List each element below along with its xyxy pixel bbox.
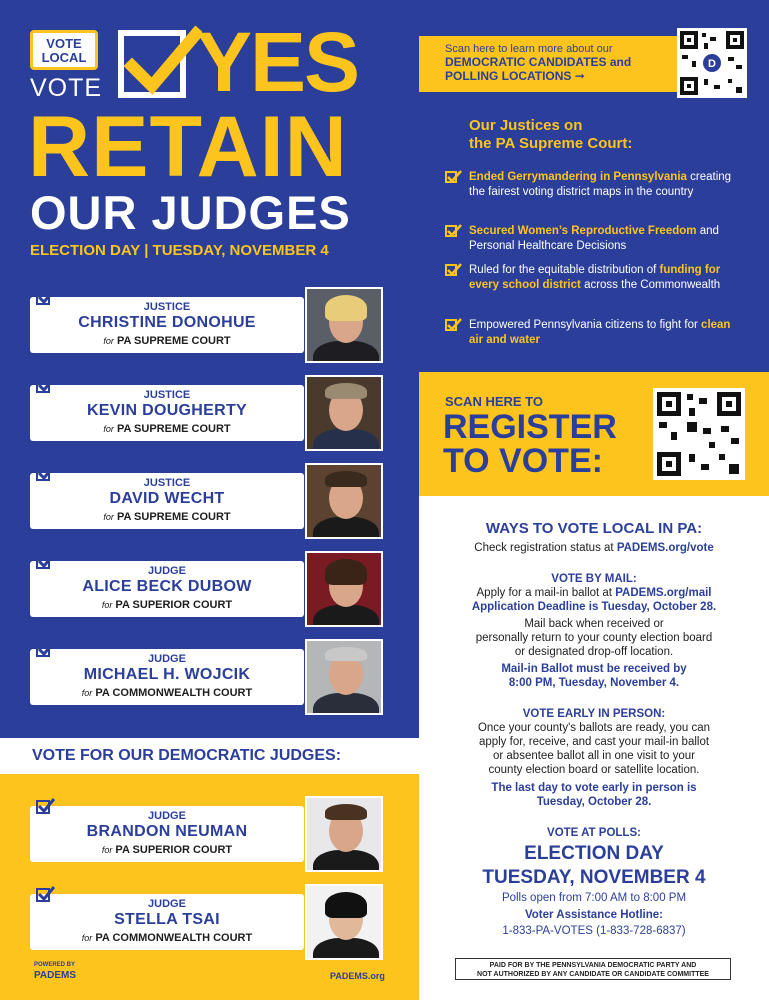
candidate-photo <box>305 796 383 872</box>
justices-panel <box>419 0 769 372</box>
candidate-title: JUDGE <box>148 653 186 665</box>
disclaimer-line1: PAID FOR BY THE PENNSYLVANIA DEMOCRATIC PARTY AND <box>489 962 697 969</box>
justices-heading-line1: Our Justices on <box>469 117 583 134</box>
achievement-highlight: funding for every school district <box>469 264 721 291</box>
candidate-photo <box>305 375 383 451</box>
svg-text:D: D <box>708 58 716 70</box>
early-1: Once your county's ballots are ready, you can <box>477 722 711 734</box>
ways-heading: WAYS TO VOTE LOCAL IN PA: <box>485 520 703 537</box>
candidate-name: KEVIN DOUGHERTY <box>86 402 248 419</box>
candidate-card <box>30 884 390 954</box>
mail-back-1: Mail back when received or <box>524 618 664 630</box>
polls-hours: Polls open from 7:00 AM to 8:00 PM <box>501 892 687 904</box>
candidate-court: for PA SUPREME COURT <box>103 423 231 435</box>
candidate-name: STELLA TSAI <box>114 911 220 928</box>
candidate-court: for PA SUPREME COURT <box>103 511 231 523</box>
candidate-court: for PA SUPREME COURT <box>103 335 231 347</box>
padems-url: PADEMS.org <box>330 971 385 981</box>
achievement-text: across the Commonwealth <box>584 278 721 291</box>
scan-learn-line2: DEMOCRATIC CANDIDATES and <box>445 55 632 69</box>
scan-learn-box <box>419 36 677 92</box>
candidate-card <box>30 796 390 866</box>
candidate-photo <box>305 463 383 539</box>
achievement-highlight: Ended Gerrymandering in Pennsylvania <box>469 171 687 183</box>
achievement-item <box>445 170 745 199</box>
qr-code-icon[interactable] <box>677 28 747 98</box>
mail-apply-text: Apply for a mail-in ballot at <box>476 587 613 599</box>
achievement-item <box>445 224 745 253</box>
check-text: Check registration status at <box>474 542 614 554</box>
candidate-photo <box>305 551 383 627</box>
checkbox-icon <box>445 264 457 276</box>
achievement-text: creating the fairest voting district maps in the country <box>469 171 732 198</box>
mail-received-1: Mail-in Ballot must be received by <box>501 663 687 675</box>
early-2: apply for, receive, and cast your mail-in ballot <box>478 736 710 748</box>
mail-back-2: personally return to your county election board <box>475 632 713 644</box>
early-heading: VOTE EARLY IN PERSON: <box>522 708 666 720</box>
mail-heading: VOTE BY MAIL: <box>551 573 637 585</box>
candidate-title: JUSTICE <box>143 301 191 313</box>
right-column <box>419 0 769 1000</box>
achievement-highlight: clean air and water <box>469 319 731 346</box>
achievement-item <box>445 263 745 292</box>
achievement-text: Empowered Pennsylvania citizens to fight for <box>469 319 698 331</box>
vote-word: VOTE <box>30 74 103 102</box>
candidate-card <box>30 551 390 621</box>
hotline-label: Voter Assistance Hotline: <box>524 909 664 921</box>
early-4: county election board or satellite location. <box>488 764 700 776</box>
checkbox-icon <box>445 225 457 237</box>
candidate-card <box>30 375 390 445</box>
hotline-number[interactable]: 1-833-PA-VOTES (1-833-728-6837) <box>502 925 686 937</box>
register-line3: TO VOTE: <box>443 442 603 480</box>
padems-logo: PADEMS <box>34 970 77 981</box>
mail-received-2: 8:00 PM, Tuesday, November 4. <box>508 677 680 689</box>
candidate-court: for PA SUPERIOR COURT <box>101 844 233 856</box>
checkbox-icon <box>445 319 457 331</box>
candidate-name: CHRISTINE DONOHUE <box>78 314 256 331</box>
candidate-title: JUSTICE <box>143 477 191 489</box>
our-judges-heading: OUR JUDGES <box>30 186 351 239</box>
candidate-title: JUDGE <box>148 810 186 822</box>
disclaimer-box <box>455 958 731 980</box>
candidate-court: for PA COMMONWEALTH COURT <box>81 932 253 944</box>
powered-by-label: POWERED BY <box>34 962 76 968</box>
mail-deadline: Application Deadline is Tuesday, October 28. <box>471 601 717 613</box>
candidate-card <box>30 287 390 357</box>
vote-local-logo <box>30 30 98 70</box>
qr-code-icon[interactable] <box>653 388 745 480</box>
achievement-text: Ruled for the equitable distribution of <box>469 264 657 276</box>
justices-heading-line2: the PA Supreme Court: <box>469 135 633 152</box>
retain-heading: RETAIN <box>28 99 348 195</box>
logo-line1: VOTE <box>46 36 82 51</box>
candidate-court: for PA SUPERIOR COURT <box>101 599 233 611</box>
mail-back-3: or designated drop-off location. <box>514 646 674 658</box>
achievement-item <box>445 318 745 347</box>
candidate-photo <box>305 287 383 363</box>
election-day-banner: ELECTION DAY | TUESDAY, NOVEMBER 4 <box>30 242 329 259</box>
early-3: or absentee ballot all in one visit to your <box>492 750 695 762</box>
register-section <box>419 372 769 496</box>
candidate-title: JUDGE <box>148 898 186 910</box>
early-last-2: Tuesday, October 28. <box>536 796 652 808</box>
scan-learn-line1: Scan here to learn more about our <box>445 43 613 55</box>
check-registration <box>419 542 769 554</box>
polls-date: TUESDAY, NOVEMBER 4 <box>482 867 706 888</box>
candidate-card <box>30 463 390 533</box>
logo-line2: LOCAL <box>41 50 87 65</box>
mail-link[interactable]: PADEMS.org/mail <box>615 587 712 599</box>
early-last-1: The last day to vote early in person is <box>491 782 697 794</box>
candidate-title: JUSTICE <box>143 389 191 401</box>
polls-heading: VOTE AT POLLS: <box>547 827 641 839</box>
big-checkmark-icon <box>118 30 186 98</box>
register-line2: REGISTER <box>443 408 617 446</box>
candidate-court: for PA COMMONWEALTH COURT <box>81 687 253 699</box>
candidate-title: JUDGE <box>148 565 186 577</box>
candidate-photo <box>305 639 383 715</box>
achievement-highlight: Secured Women’s Reproductive Freedom <box>469 225 697 237</box>
yes-heading: YES <box>196 15 359 109</box>
scan-learn-line3: POLLING LOCATIONS ➞ <box>445 69 585 83</box>
candidate-name: MICHAEL H. WOJCIK <box>83 666 251 683</box>
democratic-judges-heading: VOTE FOR OUR DEMOCRATIC JUDGES: <box>0 738 419 774</box>
justices-heading <box>469 117 632 153</box>
candidate-name: ALICE BECK DUBOW <box>82 578 252 595</box>
achievement-text: and Personal Healthcare Decisions <box>469 225 719 252</box>
candidate-name: DAVID WECHT <box>109 490 225 507</box>
polls-day: ELECTION DAY <box>524 843 664 864</box>
checkbox-icon <box>445 171 457 183</box>
register-line1: SCAN HERE TO <box>445 394 543 409</box>
candidate-photo <box>305 884 383 960</box>
check-link[interactable]: PADEMS.org/vote <box>616 542 714 554</box>
candidate-card <box>30 639 390 709</box>
candidate-name: BRANDON NEUMAN <box>86 823 248 840</box>
mail-apply <box>419 587 769 599</box>
disclaimer-line2: NOT AUTHORIZED BY ANY CANDIDATE OR CANDIDATE COMMITTEE <box>477 971 709 978</box>
